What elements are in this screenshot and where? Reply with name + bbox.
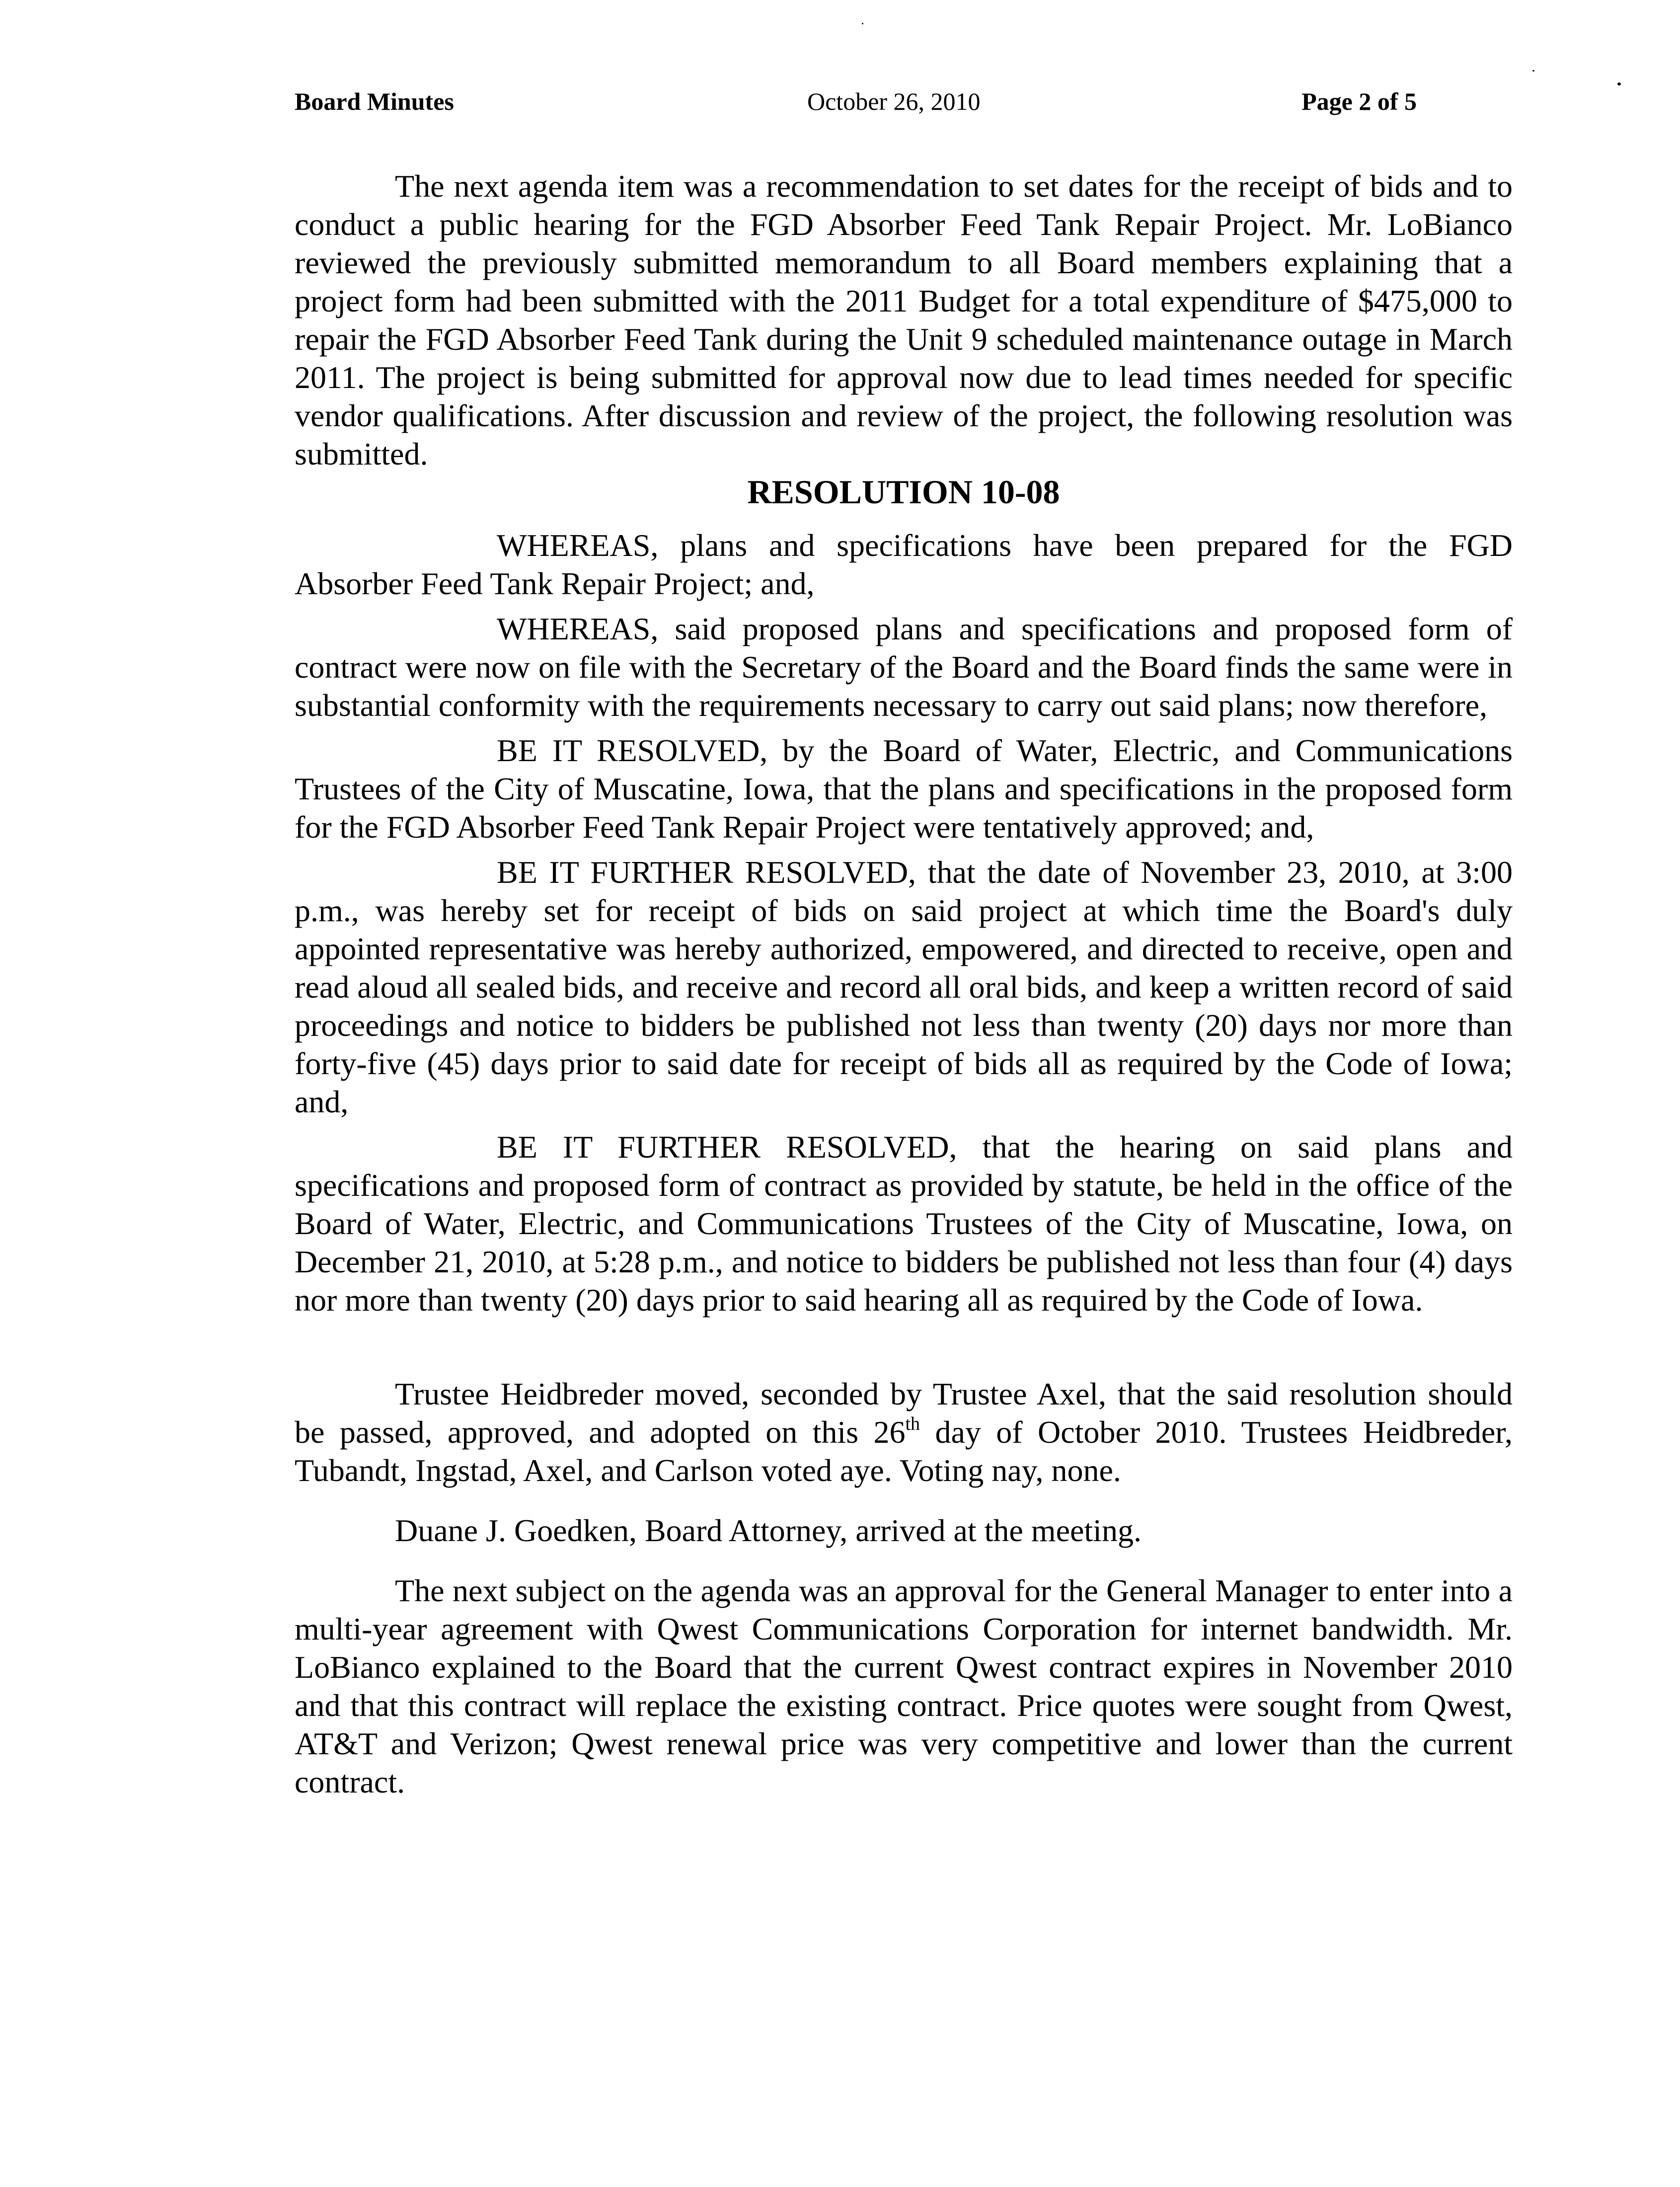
attorney-arrival-note: Duane J. Goedken, Board Attorney, arrived at the meeting.	[395, 1513, 1142, 1548]
header-page-number: Page 2 of 5	[1301, 87, 1417, 115]
resolution-clause-resolved: BE IT RESOLVED, by the Board of Water, Electric, and Communications Trustees of the City of Muscatine, Iowa, that the plans and specifications in the proposed form for the FGD Absorber Feed Tank Repair Project were tentatively approved; and,	[295, 733, 1513, 845]
intro-paragraph: The next agenda item was a recommendation to set dates for the receipt of bids and to conduct a public hearing for the FGD Absorber Feed Tank Repair Project. Mr. LoBianco reviewed the previously submitted memorandum to all Board members explaining that a project form had been submitted with the 2011 Budget for a total expenditure of $475,000 to repair the FGD Absorber Feed Tank during the Unit 9 scheduled maintenance outage in March 2011. The project is being submitted for approval now due to lead times needed for specific vendor qualifications. After discussion and review of the project, the following resolution was submitted.	[295, 168, 1513, 471]
resolution-clause-further-resolved-hearing: BE IT FURTHER RESOLVED, that the hearing on said plans and specifications and proposed form of contract as provided by statute, be held in the office of the Board of Water, Electric, and Communications Trustees of the City of Muscatine, Iowa, on December 21, 2010, at 5:28 p.m., and notice to bidders be published not less than four (4) days nor more than twenty (20) days prior to said hearing all as required by the Code of Iowa.	[295, 1129, 1513, 1318]
motion-text-end: day of October 2010. Trustees Heidbreder, Tubandt, Ingstad, Axel, and Carlson voted aye. Voting nay, none.	[295, 1414, 1513, 1488]
header-document-title: Board Minutes	[295, 87, 454, 115]
resolution-heading: RESOLUTION 10-08	[747, 473, 1060, 511]
resolution-clause-whereas-2: WHEREAS, said proposed plans and specifications and proposed form of contract were now on file with the Secretary of the Board and the Board finds the same were in substantial conformity with the requirements necessary to carry out said plans; now therefore,	[295, 611, 1513, 723]
ordinal-suffix: th	[905, 1413, 920, 1434]
running-header	[295, 85, 1513, 117]
scan-speck	[1532, 70, 1534, 72]
resolution-clause-whereas-1: WHEREAS, plans and specifications have been prepared for the FGD Absorber Feed Tank Repair Project; and,	[295, 528, 1513, 601]
resolution-clause-further-resolved-bids: BE IT FURTHER RESOLVED, that the date of November 23, 2010, at 3:00 p.m., was hereby set for receipt of bids on said project at which time the Board's duly appointed representative was hereby authorized, empowered, and directed to receive, open and read aloud all sealed bids, and receive and record all oral bids, and keep a written record of said proceedings and notice to bidders be published not less than twenty (20) days nor more than forty-five (45) days prior to said date for receipt of bids all as required by the Code of Iowa; and,	[295, 855, 1513, 1119]
document-body	[295, 167, 1513, 1801]
scan-speck	[1617, 82, 1621, 85]
header-meeting-date: October 26, 2010	[807, 87, 981, 115]
motion-paragraph	[295, 1375, 1513, 1489]
scan-speck	[862, 23, 863, 24]
next-subject-paragraph: The next subject on the agenda was an approval for the General Manager to enter into a multi-year agreement with Qwest Communications Corporation for internet bandwidth. Mr. LoBianco explained to the Board that the current Qwest contract expires in November 2010 and that this contract will replace the existing contract. Price quotes were sought from Qwest, AT&T and Verizon; Qwest renewal price was very competitive and lower than the current contract.	[295, 1573, 1513, 1799]
motion-text-start: Trustee Heidbreder moved, seconded by Trustee Axel, that the said resolution should be passed, approved, and adopted on this 26	[295, 1376, 1513, 1450]
